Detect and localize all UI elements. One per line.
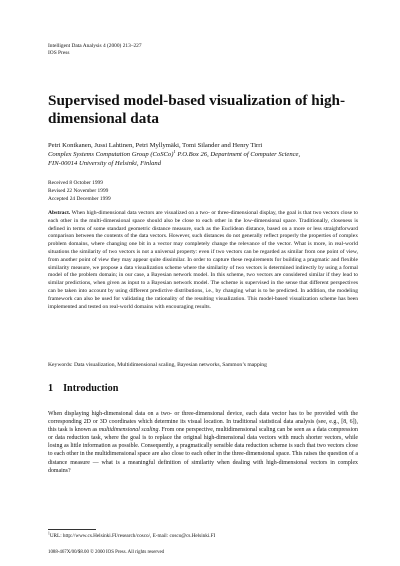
abstract <box>48 210 358 311</box>
date-accepted: Accepted 24 December 1999 <box>48 195 111 202</box>
footnote-mark: 1 <box>48 531 50 536</box>
intro-text-b: . From one perspective, multidimensional scaling can be seen as a data compression or data reduction task, where the goal is to replace the original high-dimensional data vectors with much shorter vectors, while losing as little information as possible. Consequently, a pragmatically sensible data reduction scheme is such that two vectors close to each other in the multidimensional space are also close to each other in the three-dimensional space. This raises the question of a distance measure — what is a meaningful definition of similarity when dealing with high-dimensional vectors in complex domains? <box>48 427 359 474</box>
intro-text-a: When displaying high-dimensional data on a two- or three-dimensional device, each data vector has to be provided with the corresponding 2D or 3D coordinates which determine its visual location. In traditional statistical data analysis (see, e.g., [8, 6]), this task is known as <box>48 411 358 434</box>
keywords: Keywords: Data visualization, Multidimensional scaling, Bayesian networks, Sammon’s mapping <box>48 362 267 368</box>
copyright-footer: 1088-467X/00/$8.00 © 2000 IOS Press. All rights reserved <box>48 550 165 555</box>
footnote <box>48 533 215 540</box>
affiliation <box>48 148 368 168</box>
intro-emphasis: multidimensional scaling <box>98 427 159 434</box>
journal-line: Intelligent Data Analysis 4 (2000) 213–227 <box>48 43 142 49</box>
affiliation-line1-rest: P.O.Box 26, Department of Computer Science, <box>175 151 301 158</box>
abstract-text: When high-dimensional data vectors are visualized on a two- or three-dimensional display, the goal is that two vectors close to each other in the multi-dimensional space should also be close to each other in the low-dimensional space. Traditionally, closeness is defined in terms of some standard geometric distance measure, such as the Euclidean distance, based on a more or less straightforward comparison between the contents of the data vectors. However, such distances do not generally reflect properly the properties of complex problem domains, where changing one bit in a vector may completely change the relevance of the vector. What is more, in real-world situations the similarity of two vectors is not a universal property: even if two vectors can be regarded as similar from one point of view, from another point of view they may appear quite dissimilar. In order to capture these requirements for building a pragmatic and flexible similarity measure, we propose a data visualization scheme where the similarity of two vectors is determined indirectly by using a formal model of the problem domain; in our case, a Bayesian network model. In this scheme, two vectors are considered similar if they lead to similar predictions, when given as input to a Bayesian network model. The scheme is supervised in the sense that different perspectives can be taken into account by using different predictive distributions, i.e., by changing what is to be predicted. In addition, the modeling framework can also be used for validating the rationality of the resulting visualization. This model-based visualization scheme has been implemented and tested on real-world domains with encouraging results. <box>48 210 358 310</box>
paper-title: Supervised model-based visualization of high-dimensional data <box>48 92 346 127</box>
author-list: Petri Kontkanen, Jussi Lahtinen, Petri Myllymäki, Tomi Silander and Henry Tirri <box>48 142 263 149</box>
footnote-rule <box>48 529 96 530</box>
footnote-text: URL: http://www.cs.Helsinki.FI/research/cosco/, E-mail: cosco@cs.Helsinki.FI <box>49 533 216 539</box>
date-received: Received 8 October 1999 <box>48 180 103 186</box>
abstract-label: Abstract. <box>48 210 71 216</box>
publisher: IOS Press <box>48 50 70 56</box>
affiliation-line1: Complex Systems Computation Group (CoSCo) <box>48 151 174 158</box>
affiliation-footnote-mark: 1 <box>173 148 176 154</box>
intro-paragraph <box>48 410 358 475</box>
section-title: Introduction <box>63 383 119 394</box>
section-number: 1 <box>48 383 54 394</box>
section-heading <box>48 383 118 394</box>
submission-dates <box>48 180 111 204</box>
affiliation-line2: FIN-00014 University of Helsinki, Finland <box>48 159 161 167</box>
journal-header <box>48 43 142 57</box>
date-revised: Revised 22 November 1999 <box>48 187 109 194</box>
